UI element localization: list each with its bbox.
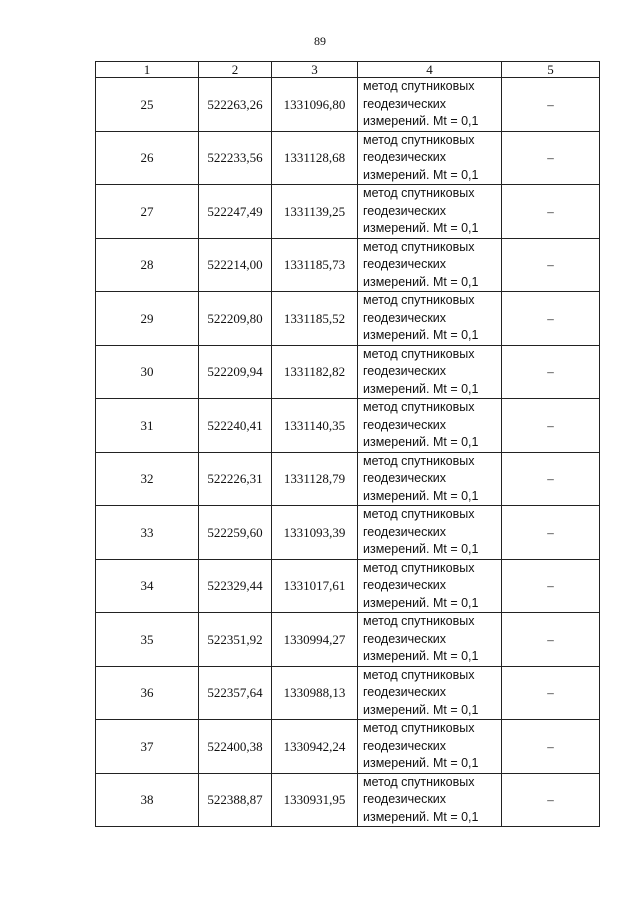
note-cell: – bbox=[502, 720, 600, 774]
y-coordinate-cell: 1331017,61 bbox=[272, 559, 358, 613]
table-row bbox=[96, 292, 600, 346]
point-number-cell: 26 bbox=[96, 131, 199, 185]
note-cell: – bbox=[502, 345, 600, 399]
header-col-3: 3 bbox=[272, 62, 358, 78]
table-row bbox=[96, 78, 600, 132]
y-coordinate-cell: 1330988,13 bbox=[272, 666, 358, 720]
x-coordinate-cell: 522247,49 bbox=[199, 185, 272, 239]
method-cell: метод спутниковых геодезических измерений. Mt = 0,1 bbox=[358, 666, 502, 720]
table-header bbox=[96, 62, 600, 78]
point-number-cell: 30 bbox=[96, 345, 199, 399]
y-coordinate-cell: 1331128,79 bbox=[272, 452, 358, 506]
method-cell: метод спутниковых геодезических измерений. Mt = 0,1 bbox=[358, 131, 502, 185]
table-row bbox=[96, 131, 600, 185]
method-cell: метод спутниковых геодезических измерений. Mt = 0,1 bbox=[358, 773, 502, 827]
table-row bbox=[96, 452, 600, 506]
x-coordinate-cell: 522226,31 bbox=[199, 452, 272, 506]
point-number-cell: 27 bbox=[96, 185, 199, 239]
method-cell: метод спутниковых геодезических измерений. Mt = 0,1 bbox=[358, 452, 502, 506]
note-cell: – bbox=[502, 131, 600, 185]
y-coordinate-cell: 1331185,52 bbox=[272, 292, 358, 346]
x-coordinate-cell: 522329,44 bbox=[199, 559, 272, 613]
y-coordinate-cell: 1331093,39 bbox=[272, 506, 358, 560]
table-row bbox=[96, 666, 600, 720]
table-row bbox=[96, 506, 600, 560]
y-coordinate-cell: 1330994,27 bbox=[272, 613, 358, 667]
point-number-cell: 35 bbox=[96, 613, 199, 667]
header-row bbox=[96, 62, 600, 78]
table-row bbox=[96, 773, 600, 827]
note-cell: – bbox=[502, 666, 600, 720]
note-cell: – bbox=[502, 185, 600, 239]
y-coordinate-cell: 1330931,95 bbox=[272, 773, 358, 827]
table-row bbox=[96, 720, 600, 774]
x-coordinate-cell: 522351,92 bbox=[199, 613, 272, 667]
method-cell: метод спутниковых геодезических измерений. Mt = 0,1 bbox=[358, 399, 502, 453]
method-cell: метод спутниковых геодезических измерений. Mt = 0,1 bbox=[358, 720, 502, 774]
y-coordinate-cell: 1330942,24 bbox=[272, 720, 358, 774]
point-number-cell: 36 bbox=[96, 666, 199, 720]
x-coordinate-cell: 522263,26 bbox=[199, 78, 272, 132]
x-coordinate-cell: 522209,94 bbox=[199, 345, 272, 399]
point-number-cell: 33 bbox=[96, 506, 199, 560]
point-number-cell: 38 bbox=[96, 773, 199, 827]
method-cell: метод спутниковых геодезических измерений. Mt = 0,1 bbox=[358, 292, 502, 346]
header-col-2: 2 bbox=[199, 62, 272, 78]
point-number-cell: 37 bbox=[96, 720, 199, 774]
note-cell: – bbox=[502, 506, 600, 560]
header-col-1: 1 bbox=[96, 62, 199, 78]
table-row bbox=[96, 399, 600, 453]
note-cell: – bbox=[502, 613, 600, 667]
x-coordinate-cell: 522388,87 bbox=[199, 773, 272, 827]
page-number: 89 bbox=[314, 34, 326, 48]
y-coordinate-cell: 1331139,25 bbox=[272, 185, 358, 239]
table-row bbox=[96, 613, 600, 667]
method-cell: метод спутниковых геодезических измерений. Mt = 0,1 bbox=[358, 78, 502, 132]
y-coordinate-cell: 1331128,68 bbox=[272, 131, 358, 185]
point-number-cell: 28 bbox=[96, 238, 199, 292]
point-number-cell: 25 bbox=[96, 78, 199, 132]
x-coordinate-cell: 522400,38 bbox=[199, 720, 272, 774]
table-row bbox=[96, 238, 600, 292]
method-cell: метод спутниковых геодезических измерений. Mt = 0,1 bbox=[358, 613, 502, 667]
y-coordinate-cell: 1331182,82 bbox=[272, 345, 358, 399]
y-coordinate-cell: 1331096,80 bbox=[272, 78, 358, 132]
method-cell: метод спутниковых геодезических измерений. Mt = 0,1 bbox=[358, 506, 502, 560]
method-cell: метод спутниковых геодезических измерений. Mt = 0,1 bbox=[358, 345, 502, 399]
point-number-cell: 31 bbox=[96, 399, 199, 453]
x-coordinate-cell: 522357,64 bbox=[199, 666, 272, 720]
x-coordinate-cell: 522233,56 bbox=[199, 131, 272, 185]
y-coordinate-cell: 1331185,73 bbox=[272, 238, 358, 292]
coordinates-table bbox=[95, 61, 600, 827]
x-coordinate-cell: 522214,00 bbox=[199, 238, 272, 292]
note-cell: – bbox=[502, 399, 600, 453]
x-coordinate-cell: 522259,60 bbox=[199, 506, 272, 560]
note-cell: – bbox=[502, 238, 600, 292]
note-cell: – bbox=[502, 292, 600, 346]
point-number-cell: 32 bbox=[96, 452, 199, 506]
method-cell: метод спутниковых геодезических измерений. Mt = 0,1 bbox=[358, 238, 502, 292]
x-coordinate-cell: 522240,41 bbox=[199, 399, 272, 453]
method-cell: метод спутниковых геодезических измерений. Mt = 0,1 bbox=[358, 559, 502, 613]
point-number-cell: 34 bbox=[96, 559, 199, 613]
note-cell: – bbox=[502, 452, 600, 506]
table-row bbox=[96, 185, 600, 239]
y-coordinate-cell: 1331140,35 bbox=[272, 399, 358, 453]
note-cell: – bbox=[502, 773, 600, 827]
table-row bbox=[96, 345, 600, 399]
method-cell: метод спутниковых геодезических измерений. Mt = 0,1 bbox=[358, 185, 502, 239]
note-cell: – bbox=[502, 559, 600, 613]
table-row bbox=[96, 559, 600, 613]
table-body bbox=[96, 78, 600, 827]
note-cell: – bbox=[502, 78, 600, 132]
header-col-4: 4 bbox=[358, 62, 502, 78]
point-number-cell: 29 bbox=[96, 292, 199, 346]
header-col-5: 5 bbox=[502, 62, 600, 78]
x-coordinate-cell: 522209,80 bbox=[199, 292, 272, 346]
